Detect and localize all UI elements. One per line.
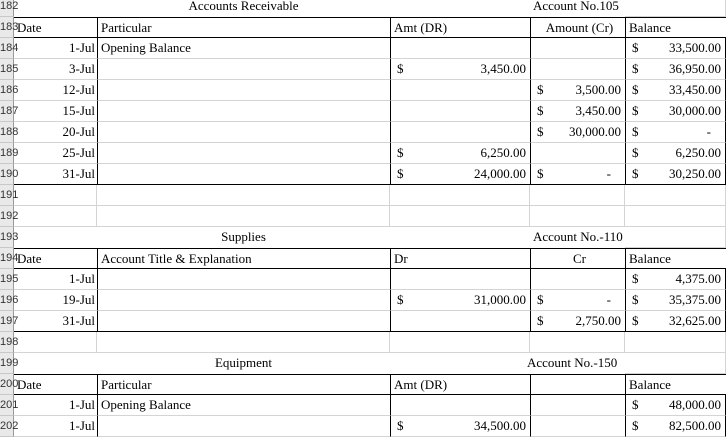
- date-cell[interactable]: 1-Jul: [14, 38, 97, 59]
- amount-value: 30,000.00: [669, 103, 721, 118]
- row-header[interactable]: 188: [0, 122, 14, 143]
- debit-cell[interactable]: [390, 290, 530, 311]
- sheet-row: [0, 353, 726, 374]
- balance-cell[interactable]: [625, 122, 726, 143]
- currency-symbol: $: [632, 397, 639, 412]
- date-cell[interactable]: 20-Jul: [14, 122, 97, 143]
- balance-header: Balance: [625, 374, 726, 395]
- empty-cell[interactable]: [14, 206, 97, 227]
- particular-cell[interactable]: [97, 101, 390, 122]
- sheet-row: [0, 395, 726, 416]
- particular-header: Account Title & Explanation: [97, 248, 390, 269]
- currency-symbol: $: [632, 82, 639, 97]
- row-header[interactable]: 192: [0, 206, 14, 227]
- empty-cell[interactable]: [530, 332, 625, 353]
- empty-cell[interactable]: [390, 332, 530, 353]
- amount-value: -: [606, 292, 611, 307]
- balance-cell[interactable]: [625, 311, 726, 332]
- ledger-title: Accounts Receivable: [188, 0, 299, 13]
- particular-cell[interactable]: [97, 143, 390, 164]
- amount-value: 3,450.00: [480, 61, 526, 76]
- sheet-row: [0, 227, 726, 248]
- ledger-title: Supplies: [221, 229, 266, 244]
- sheet-row: [0, 38, 726, 59]
- amount-value: 31,000.00: [474, 292, 526, 307]
- credit-header: Amount (Cr): [530, 17, 625, 38]
- currency-symbol: $: [632, 271, 639, 286]
- credit-cell[interactable]: [530, 269, 625, 290]
- particular-cell[interactable]: [97, 122, 390, 143]
- credit-cell[interactable]: [530, 38, 625, 59]
- balance-cell[interactable]: [625, 143, 726, 164]
- row-header[interactable]: 184: [0, 38, 14, 59]
- empty-cell[interactable]: [530, 185, 625, 206]
- amount-value: 24,000.00: [474, 166, 526, 181]
- sheet-row: [0, 80, 726, 101]
- credit-cell[interactable]: [530, 164, 625, 185]
- amount-value: 30,000.00: [569, 124, 621, 139]
- row-header[interactable]: 201: [0, 395, 14, 416]
- row-header[interactable]: 190: [0, 164, 14, 185]
- credit-header: Cr: [530, 248, 625, 269]
- balance-cell[interactable]: [625, 290, 726, 311]
- empty-cell[interactable]: [97, 206, 390, 227]
- row-header[interactable]: 200: [0, 374, 14, 395]
- debit-cell[interactable]: [390, 59, 530, 80]
- row-header[interactable]: 183: [0, 17, 14, 38]
- debit-header: Amt (DR): [390, 374, 530, 395]
- empty-cell[interactable]: [97, 332, 390, 353]
- date-header: Date: [14, 17, 97, 38]
- date-cell[interactable]: 31-Jul: [14, 164, 97, 185]
- account-number: Account No.-110: [533, 229, 623, 244]
- row-header[interactable]: 193: [0, 227, 14, 248]
- particular-cell[interactable]: [97, 80, 390, 101]
- particular-cell[interactable]: [97, 416, 390, 437]
- empty-cell[interactable]: [14, 185, 97, 206]
- ledger-title: Equipment: [214, 355, 273, 370]
- sheet-row: [0, 332, 726, 353]
- currency-symbol: $: [397, 145, 404, 160]
- date-header: Date: [14, 248, 97, 269]
- debit-cell[interactable]: [390, 80, 530, 101]
- account-number: Account No.105: [533, 0, 619, 13]
- currency-symbol: $: [397, 418, 404, 433]
- particular-header: Particular: [97, 17, 390, 38]
- row-header[interactable]: 191: [0, 185, 14, 206]
- credit-cell[interactable]: [530, 59, 625, 80]
- row-header[interactable]: 194: [0, 248, 14, 269]
- particular-cell[interactable]: [97, 59, 390, 80]
- amount-value: 34,500.00: [474, 418, 526, 433]
- currency-symbol: $: [632, 292, 639, 307]
- empty-cell[interactable]: [625, 185, 726, 206]
- amount-value: 35,375.00: [669, 292, 721, 307]
- row-header[interactable]: 198: [0, 332, 14, 353]
- currency-symbol: $: [537, 313, 544, 328]
- amount-value: -: [706, 124, 711, 139]
- amount-value: 48,000.00: [669, 397, 721, 412]
- amount-value: -: [606, 166, 611, 181]
- date-header: Date: [14, 374, 97, 395]
- particular-cell[interactable]: [97, 290, 390, 311]
- credit-cell[interactable]: [530, 122, 625, 143]
- empty-cell[interactable]: [390, 206, 530, 227]
- balance-cell[interactable]: [625, 395, 726, 416]
- credit-cell[interactable]: [530, 80, 625, 101]
- amount-value: 32,625.00: [669, 313, 721, 328]
- credit-header: [530, 374, 625, 395]
- row-header[interactable]: 199: [0, 353, 14, 374]
- debit-cell[interactable]: [390, 101, 530, 122]
- date-cell[interactable]: 1-Jul: [14, 395, 97, 416]
- currency-symbol: $: [537, 82, 544, 97]
- empty-cell[interactable]: [14, 332, 97, 353]
- balance-cell[interactable]: [625, 416, 726, 437]
- sheet-row: [0, 59, 726, 80]
- credit-cell[interactable]: [530, 395, 625, 416]
- sheet-row: [0, 269, 726, 290]
- sheet-row: [0, 164, 726, 185]
- currency-symbol: $: [537, 292, 544, 307]
- date-cell[interactable]: 25-Jul: [14, 143, 97, 164]
- sheet-row: [0, 185, 726, 206]
- particular-cell[interactable]: Opening Balance: [97, 38, 390, 59]
- credit-cell[interactable]: [530, 311, 625, 332]
- amount-value: 33,500.00: [669, 40, 721, 55]
- debit-cell[interactable]: [390, 416, 530, 437]
- row-header[interactable]: 186: [0, 80, 14, 101]
- empty-cell[interactable]: [390, 185, 530, 206]
- amount-value: 6,250.00: [480, 145, 526, 160]
- currency-symbol: $: [632, 103, 639, 118]
- row-header[interactable]: 202: [0, 416, 14, 437]
- currency-symbol: $: [632, 61, 639, 76]
- empty-cell[interactable]: [625, 206, 726, 227]
- currency-symbol: $: [397, 61, 404, 76]
- date-cell[interactable]: 3-Jul: [14, 59, 97, 80]
- currency-symbol: $: [632, 145, 639, 160]
- credit-cell[interactable]: [530, 101, 625, 122]
- account-number: Account No.-150: [527, 355, 618, 370]
- empty-cell[interactable]: [625, 0, 726, 17]
- balance-cell[interactable]: [625, 80, 726, 101]
- sheet-row: [0, 122, 726, 143]
- currency-symbol: $: [397, 166, 404, 181]
- sheet-row: [0, 374, 726, 395]
- date-cell[interactable]: 12-Jul: [14, 80, 97, 101]
- credit-cell[interactable]: [530, 143, 625, 164]
- empty-cell[interactable]: [530, 206, 625, 227]
- balance-cell[interactable]: [625, 269, 726, 290]
- particular-cell[interactable]: Opening Balance: [97, 395, 390, 416]
- balance-header: Balance: [625, 248, 726, 269]
- amount-value: 2,750.00: [575, 313, 621, 328]
- balance-cell[interactable]: [625, 101, 726, 122]
- credit-cell[interactable]: [530, 290, 625, 311]
- currency-symbol: $: [537, 103, 544, 118]
- sheet-row: [0, 143, 726, 164]
- date-cell[interactable]: 19-Jul: [14, 290, 97, 311]
- row-header[interactable]: 185: [0, 59, 14, 80]
- amount-value: 30,250.00: [669, 166, 721, 181]
- currency-symbol: $: [632, 40, 639, 55]
- debit-cell[interactable]: [390, 269, 530, 290]
- amount-value: 82,500.00: [669, 418, 721, 433]
- debit-cell[interactable]: [390, 164, 530, 185]
- row-header[interactable]: 195: [0, 269, 14, 290]
- empty-cell[interactable]: [625, 353, 726, 374]
- currency-symbol: $: [397, 292, 404, 307]
- amount-value: 3,500.00: [575, 82, 621, 97]
- row-header[interactable]: 187: [0, 101, 14, 122]
- sheet-row: [0, 17, 726, 38]
- currency-symbol: $: [537, 166, 544, 181]
- particular-header: Particular: [97, 374, 390, 395]
- sheet-row: [0, 311, 726, 332]
- balance-header: Balance: [625, 17, 726, 38]
- debit-cell[interactable]: [390, 143, 530, 164]
- currency-symbol: $: [632, 166, 639, 181]
- debit-cell[interactable]: [390, 395, 530, 416]
- amount-value: 33,450.00: [669, 82, 721, 97]
- sheet-row: [0, 206, 726, 227]
- date-cell[interactable]: 31-Jul: [14, 311, 97, 332]
- row-header[interactable]: 196: [0, 290, 14, 311]
- debit-cell[interactable]: [390, 122, 530, 143]
- balance-cell[interactable]: [625, 59, 726, 80]
- debit-header: Dr: [390, 248, 530, 269]
- currency-symbol: $: [537, 124, 544, 139]
- particular-cell[interactable]: [97, 269, 390, 290]
- amount-value: 4,375.00: [675, 271, 721, 286]
- sheet-row: [0, 416, 726, 437]
- sheet-row: [0, 248, 726, 269]
- currency-symbol: $: [632, 124, 639, 139]
- empty-cell[interactable]: [97, 185, 390, 206]
- row-header[interactable]: 182: [0, 0, 14, 17]
- row-header[interactable]: 189: [0, 143, 14, 164]
- particular-cell[interactable]: [97, 164, 390, 185]
- debit-header: Amt (DR): [390, 17, 530, 38]
- currency-symbol: $: [632, 313, 639, 328]
- credit-cell[interactable]: [530, 416, 625, 437]
- sheet-row: [0, 290, 726, 311]
- date-cell[interactable]: 15-Jul: [14, 101, 97, 122]
- empty-cell[interactable]: [625, 332, 726, 353]
- empty-cell[interactable]: [625, 227, 726, 248]
- sheet-row: [0, 0, 726, 17]
- date-cell[interactable]: 1-Jul: [14, 269, 97, 290]
- date-cell[interactable]: 1-Jul: [14, 416, 97, 437]
- balance-cell[interactable]: [625, 38, 726, 59]
- debit-cell[interactable]: [390, 38, 530, 59]
- amount-value: 36,950.00: [669, 61, 721, 76]
- debit-cell[interactable]: [390, 311, 530, 332]
- amount-value: 3,450.00: [575, 103, 621, 118]
- balance-cell[interactable]: [625, 164, 726, 185]
- row-header[interactable]: 197: [0, 311, 14, 332]
- particular-cell[interactable]: [97, 311, 390, 332]
- currency-symbol: $: [632, 418, 639, 433]
- amount-value: 6,250.00: [675, 145, 721, 160]
- sheet-row: [0, 101, 726, 122]
